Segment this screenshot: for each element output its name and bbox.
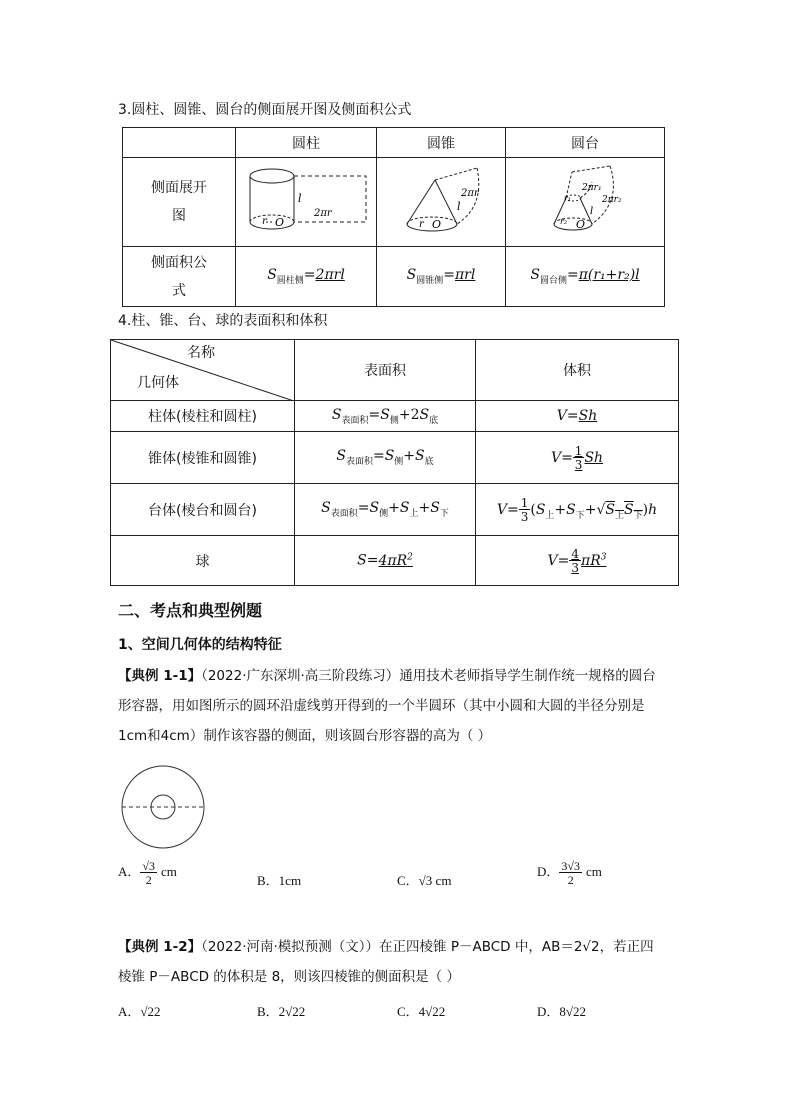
ex1-line3: 1cm和4cm）制作该容器的侧面，则该圆台形容器的高为（ ） — [118, 728, 492, 744]
ex2-line1-text: （2022·河南·模拟预测（文））在正四棱锥 P－ABCD 中，AB＝2√2，若正四 — [201, 939, 654, 955]
table2-corner — [111, 340, 295, 401]
frus-2pir2: 2πr₂ — [602, 195, 622, 205]
f-cone-val: πrl — [454, 267, 476, 284]
f-cyl-val: 2πrl — [315, 267, 345, 284]
formula-frustum — [506, 247, 665, 307]
section4-title: 4.柱、锥、台、球的表面积和体积 — [118, 313, 328, 329]
row-frustum-surface: $S_{表面积}=S_侧+S_上+S_下$ — [295, 484, 476, 536]
ex2-option-a[interactable]: A．√22 — [118, 1004, 161, 1019]
ex1-option-a[interactable] — [118, 860, 177, 886]
row-label-unfold — [123, 158, 236, 247]
frustum-unfold-cell — [506, 158, 665, 247]
header-cylinder: 圆柱 — [236, 128, 377, 158]
f-cone-sub: 圆锥侧 — [416, 275, 444, 286]
ex1-optD-unit: cm — [585, 863, 602, 879]
ex1-optD-den: 2 — [567, 873, 574, 887]
cone-O: O — [432, 218, 442, 231]
corner-bottom: 几何体 — [137, 375, 179, 391]
f-cyl-S: S — [267, 267, 277, 284]
row-sphere-volume: V= $\frac{4}{3}$ $\pi R^3$ — [476, 536, 679, 586]
formula-cylinder — [236, 247, 377, 307]
header-surface: 表面积 — [295, 340, 476, 401]
ex2-option-b[interactable]: B．2√22 — [257, 1004, 306, 1019]
cyl-2pir: 2πr — [314, 208, 332, 219]
row-prism-surface: $S_{表面积}=S_侧+2S_底$ — [295, 401, 476, 432]
f-frus-val: π(r₁+r₂)l — [578, 267, 640, 284]
ex1-line1-text: （2022·广东深圳·高三阶段练习）通用技术老师指导学生制作统一规格的圆台 — [201, 668, 656, 684]
ex1-optD-letter: D． — [537, 863, 560, 879]
ex1-label: 【典例 1-1】 — [118, 668, 202, 684]
cyl-r: r — [262, 216, 267, 227]
row-label-unfold-a: 侧面展开 — [151, 180, 207, 196]
example-1-1 — [118, 661, 678, 751]
row-label-formula-a: 侧面积公 — [151, 254, 207, 271]
ex1-optA-den: 2 — [145, 873, 152, 887]
cylinder-unfold-cell — [236, 158, 377, 247]
ex1-line1 — [118, 661, 678, 691]
row-pyramid-surface: $S_{表面积}=S_侧+S_底$ — [295, 432, 476, 484]
table1-corner — [123, 128, 236, 158]
ex1-option-b[interactable]: B．1cm — [257, 873, 302, 888]
cone-unfold-diagram — [377, 158, 505, 242]
frus-frac-num: 1 — [520, 495, 529, 510]
row-frustum-volume: V= $\frac{1}{3}$ $(S_上+S_下+√S_上S_下)h$ — [476, 484, 679, 536]
frus-O: O — [576, 218, 586, 231]
row-sphere-surface: $S=4\pi R^2$ — [295, 536, 476, 586]
cyl-O: O — [275, 216, 285, 229]
cone-unfold-cell — [377, 158, 506, 247]
cyl-l: l — [298, 192, 302, 205]
pyr-frac-den: 3 — [574, 457, 583, 472]
row-frustum-name: 台体(棱台和圆台) — [111, 484, 295, 536]
ex2-option-d[interactable]: D．8√22 — [537, 1004, 587, 1019]
ex1-optA-unit: cm — [160, 863, 177, 879]
f-cyl-eq: = — [303, 267, 316, 284]
pyr-frac-num: 1 — [574, 443, 583, 458]
f-cone-eq: = — [443, 267, 455, 284]
sph-frac-num: 4 — [571, 546, 579, 561]
ex1-optA-letter: A． — [118, 863, 141, 879]
frus-r1: r₁ — [564, 194, 572, 203]
row-sphere-name: 球 — [111, 536, 295, 586]
frus-l: l — [590, 206, 594, 217]
ex1-optD-num: 3√3 — [561, 859, 580, 873]
ex2-option-c[interactable]: C．4√22 — [397, 1004, 446, 1019]
cone-l: l — [457, 200, 461, 213]
cylinder-unfold-diagram — [236, 158, 376, 242]
frus-2pir1: 2πr₁ — [582, 183, 602, 193]
frustum-unfold-diagram — [506, 158, 664, 242]
ex1-optA-num: √3 — [142, 859, 155, 873]
ex2-line2: 棱锥 P－ABCD 的体积是 8，则该四棱锥的侧面积是（ ） — [118, 969, 460, 985]
row-pyramid-volume: V= $\frac{1}{3}$ Sh — [476, 432, 679, 484]
heading-section2: 二、考点和典型例题 — [118, 601, 263, 620]
row-label-unfold-b: 图 — [172, 208, 186, 224]
ex2-label: 【典例 1-2】 — [118, 939, 202, 955]
row-pyramid-name: 锥体(棱锥和圆锥) — [111, 432, 295, 484]
corner-top: 名称 — [187, 345, 215, 361]
f-cyl-sub: 圆柱侧 — [276, 275, 304, 286]
surface-volume-table — [110, 339, 679, 586]
row-prism-name: 柱体(棱柱和圆柱) — [111, 401, 295, 432]
ex2-line1 — [118, 932, 683, 962]
f-frus-sub: 圆台侧 — [539, 275, 567, 286]
f-cone-S: S — [406, 267, 417, 284]
header-cone: 圆锥 — [377, 128, 506, 158]
sph-frac-den: 3 — [571, 560, 579, 575]
formula-cone — [377, 247, 506, 307]
example-1-2 — [118, 932, 683, 992]
frus-r2: r₂ — [560, 217, 568, 226]
header-frustum: 圆台 — [506, 128, 665, 158]
header-volume: 体积 — [476, 340, 679, 401]
ex1-option-d[interactable] — [537, 860, 602, 886]
f-frus-S: S — [530, 267, 540, 284]
ex1-line2: 形容器，用如图所示的圆环沿虚线剪开得到的一个半圆环（其中小圆和大圆的半径分别是 — [118, 698, 645, 714]
f-frus-eq: = — [566, 267, 579, 284]
section3-title: 3.圆柱、圆锥、圆台的侧面展开图及侧面积公式 — [118, 102, 412, 118]
row-label-formula — [123, 247, 236, 307]
heading-structure: 1、空间几何体的结构特征 — [118, 637, 282, 653]
cone-2pir: 2πr — [461, 188, 479, 199]
row-prism-volume: V=Sh — [476, 401, 679, 432]
row-label-formula-b: 式 — [172, 282, 186, 299]
cone-r: r — [419, 219, 424, 230]
ring-figure — [120, 764, 206, 850]
lateral-area-table — [122, 127, 665, 307]
frus-frac-den: 3 — [520, 509, 529, 524]
ex1-option-c[interactable]: C．√3 cm — [397, 873, 452, 888]
